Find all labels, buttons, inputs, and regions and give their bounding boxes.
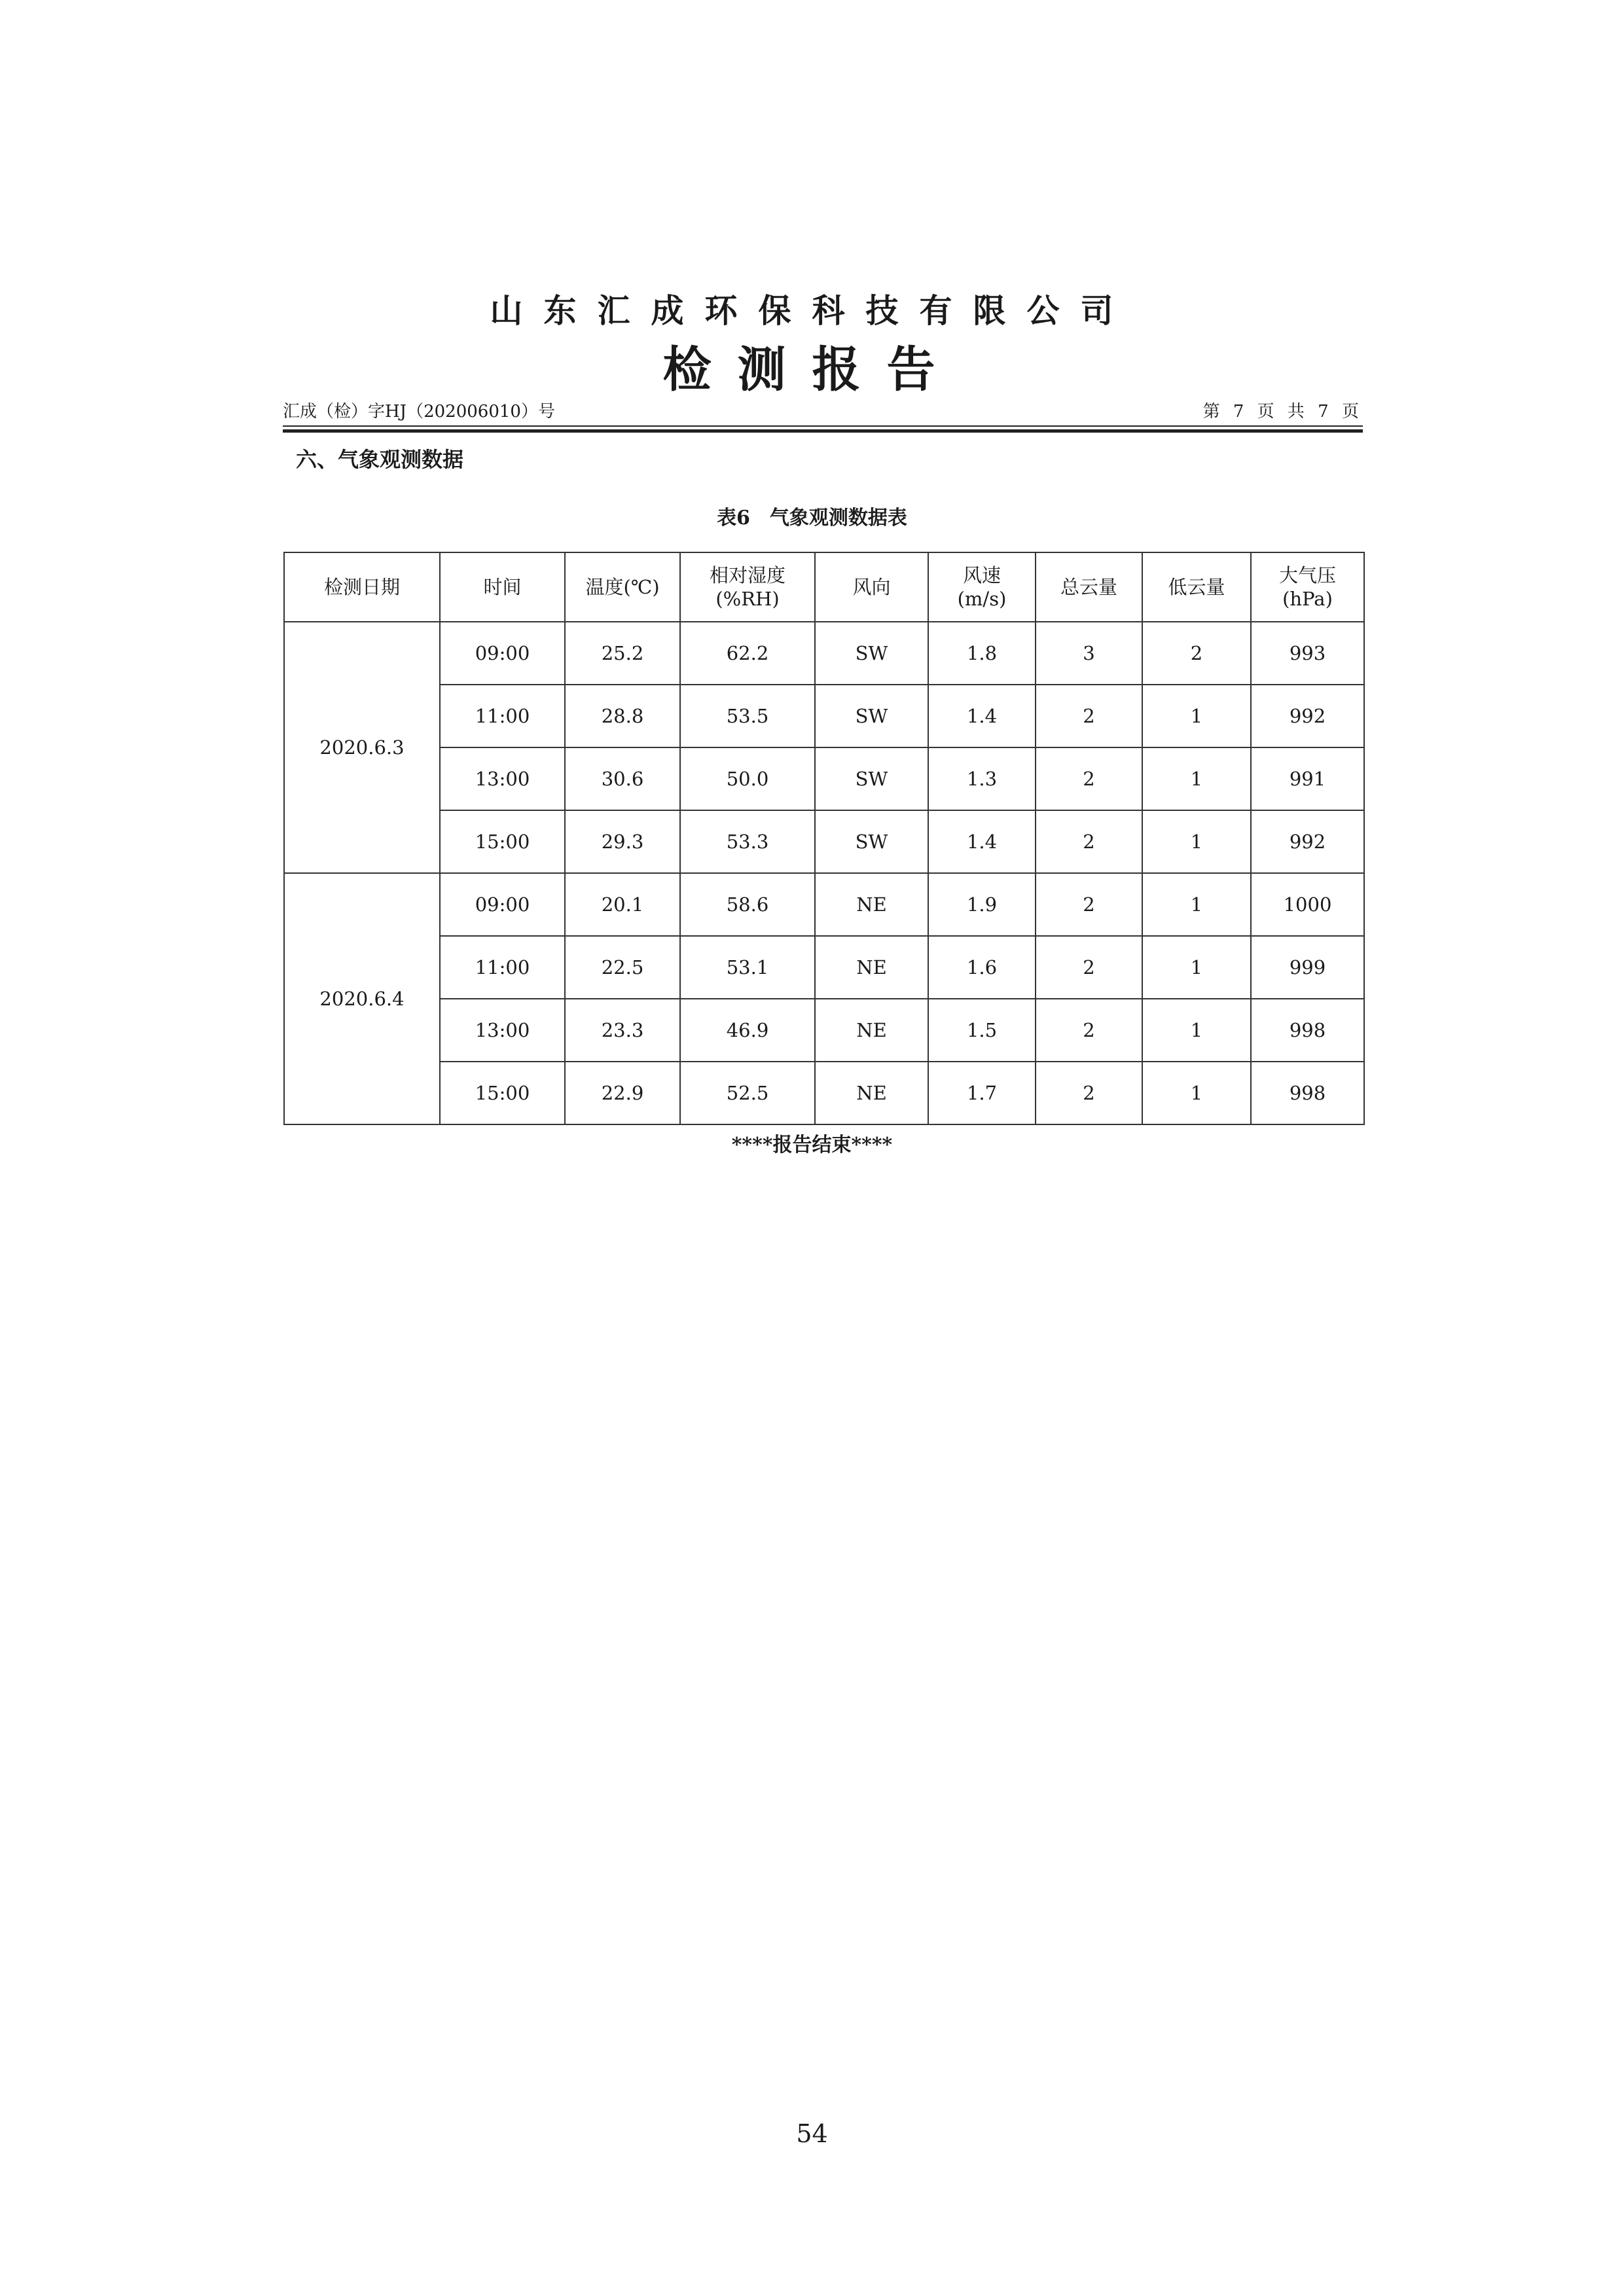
wind-direction-cell: NE — [815, 873, 928, 936]
column-header-label: 相对湿度 — [709, 564, 785, 586]
temperature-cell: 28.8 — [565, 685, 680, 747]
humidity-cell: 53.3 — [680, 810, 815, 873]
humidity-cell: 53.1 — [680, 936, 815, 999]
time-cell: 09:00 — [440, 622, 565, 685]
temperature-cell: 29.3 — [565, 810, 680, 873]
total-cloud-cell: 2 — [1036, 810, 1142, 873]
low-cloud-cell: 1 — [1142, 685, 1251, 747]
low-cloud-cell: 1 — [1142, 1062, 1251, 1124]
report-title: 检测报告 — [662, 342, 962, 398]
wind-speed-cell: 1.9 — [928, 873, 1036, 936]
humidity-cell: 52.5 — [680, 1062, 815, 1124]
time-cell: 13:00 — [440, 747, 565, 810]
pressure-cell: 1000 — [1251, 873, 1364, 936]
section-heading: 六、气象观测数据 — [296, 447, 464, 472]
company-name: 山东汇成环保科技有限公司 — [490, 291, 1134, 330]
wind-direction-cell: NE — [815, 936, 928, 999]
column-header-label: 风速 — [962, 564, 1001, 586]
wind-direction-cell: SW — [815, 685, 928, 747]
table-body — [284, 622, 1364, 1124]
wind-direction-cell: SW — [815, 622, 928, 685]
total-cloud-cell: 2 — [1036, 1062, 1142, 1124]
pressure-cell: 992 — [1251, 685, 1364, 747]
wind-speed-cell: 1.4 — [928, 685, 1036, 747]
low-cloud-cell: 1 — [1142, 999, 1251, 1062]
column-header — [1251, 552, 1364, 622]
pressure-cell: 998 — [1251, 999, 1364, 1062]
page-number: 54 — [796, 2119, 828, 2148]
column-header-label: 温度(℃) — [585, 576, 660, 598]
temperature-cell: 25.2 — [565, 622, 680, 685]
column-header-unit: (hPa) — [1282, 588, 1333, 610]
table-row — [284, 936, 1364, 999]
temperature-cell: 22.5 — [565, 936, 680, 999]
total-cloud-cell: 2 — [1036, 685, 1142, 747]
time-cell: 13:00 — [440, 999, 565, 1062]
table-row — [284, 873, 1364, 936]
time-cell: 09:00 — [440, 873, 565, 936]
total-cloud-cell: 3 — [1036, 622, 1142, 685]
header-rule-thin — [283, 425, 1363, 427]
time-cell: 15:00 — [440, 1062, 565, 1124]
table-caption: 表6 气象观测数据表 — [717, 507, 907, 529]
pressure-cell: 991 — [1251, 747, 1364, 810]
table-row — [284, 685, 1364, 747]
humidity-cell: 58.6 — [680, 873, 815, 936]
column-header — [680, 552, 815, 622]
total-cloud-cell: 2 — [1036, 873, 1142, 936]
temperature-cell: 23.3 — [565, 999, 680, 1062]
wind-speed-cell: 1.8 — [928, 622, 1036, 685]
humidity-cell: 62.2 — [680, 622, 815, 685]
wind-speed-cell: 1.7 — [928, 1062, 1036, 1124]
column-header — [815, 552, 928, 622]
column-header — [1142, 552, 1251, 622]
low-cloud-cell: 1 — [1142, 936, 1251, 999]
column-header-unit: (%RH) — [715, 588, 780, 610]
header-rule-thick — [283, 429, 1363, 433]
low-cloud-cell: 1 — [1142, 873, 1251, 936]
report-end-mark: ****报告结束**** — [731, 1134, 893, 1157]
humidity-cell: 50.0 — [680, 747, 815, 810]
time-cell: 11:00 — [440, 685, 565, 747]
column-header-label: 风向 — [852, 576, 891, 598]
column-header — [565, 552, 680, 622]
total-cloud-cell: 2 — [1036, 999, 1142, 1062]
temperature-cell: 20.1 — [565, 873, 680, 936]
total-cloud-cell: 2 — [1036, 747, 1142, 810]
weather-data-table — [283, 552, 1365, 1125]
temperature-cell: 22.9 — [565, 1062, 680, 1124]
time-cell: 15:00 — [440, 810, 565, 873]
low-cloud-cell: 2 — [1142, 622, 1251, 685]
wind-direction-cell: SW — [815, 747, 928, 810]
low-cloud-cell: 1 — [1142, 747, 1251, 810]
column-header — [928, 552, 1036, 622]
column-header-unit: (m/s) — [957, 588, 1007, 610]
humidity-cell: 53.5 — [680, 685, 815, 747]
page-info: 第 7 页 共 7 页 — [1202, 402, 1363, 422]
table-row — [284, 999, 1364, 1062]
column-header-label: 大气压 — [1278, 564, 1336, 586]
wind-direction-cell: NE — [815, 999, 928, 1062]
table-row — [284, 747, 1364, 810]
column-header — [440, 552, 565, 622]
wind-direction-cell: NE — [815, 1062, 928, 1124]
date-cell: 2020.6.4 — [284, 873, 440, 1124]
humidity-cell: 46.9 — [680, 999, 815, 1062]
column-header — [284, 552, 440, 622]
table-row — [284, 810, 1364, 873]
temperature-cell: 30.6 — [565, 747, 680, 810]
pressure-cell: 998 — [1251, 1062, 1364, 1124]
column-header — [1036, 552, 1142, 622]
wind-speed-cell: 1.5 — [928, 999, 1036, 1062]
report-number: 汇成（检）字HJ（202006010）号 — [283, 402, 555, 422]
wind-speed-cell: 1.4 — [928, 810, 1036, 873]
column-header-label: 总云量 — [1060, 576, 1117, 598]
table-row — [284, 622, 1364, 685]
wind-direction-cell: SW — [815, 810, 928, 873]
wind-speed-cell: 1.6 — [928, 936, 1036, 999]
pressure-cell: 993 — [1251, 622, 1364, 685]
wind-speed-cell: 1.3 — [928, 747, 1036, 810]
column-header-label: 时间 — [483, 576, 522, 598]
column-header-label: 低云量 — [1168, 576, 1225, 598]
total-cloud-cell: 2 — [1036, 936, 1142, 999]
pressure-cell: 999 — [1251, 936, 1364, 999]
column-header-label: 检测日期 — [323, 576, 400, 598]
table-header-row — [284, 552, 1364, 622]
table-row — [284, 1062, 1364, 1124]
date-cell: 2020.6.3 — [284, 622, 440, 873]
low-cloud-cell: 1 — [1142, 810, 1251, 873]
time-cell: 11:00 — [440, 936, 565, 999]
pressure-cell: 992 — [1251, 810, 1364, 873]
